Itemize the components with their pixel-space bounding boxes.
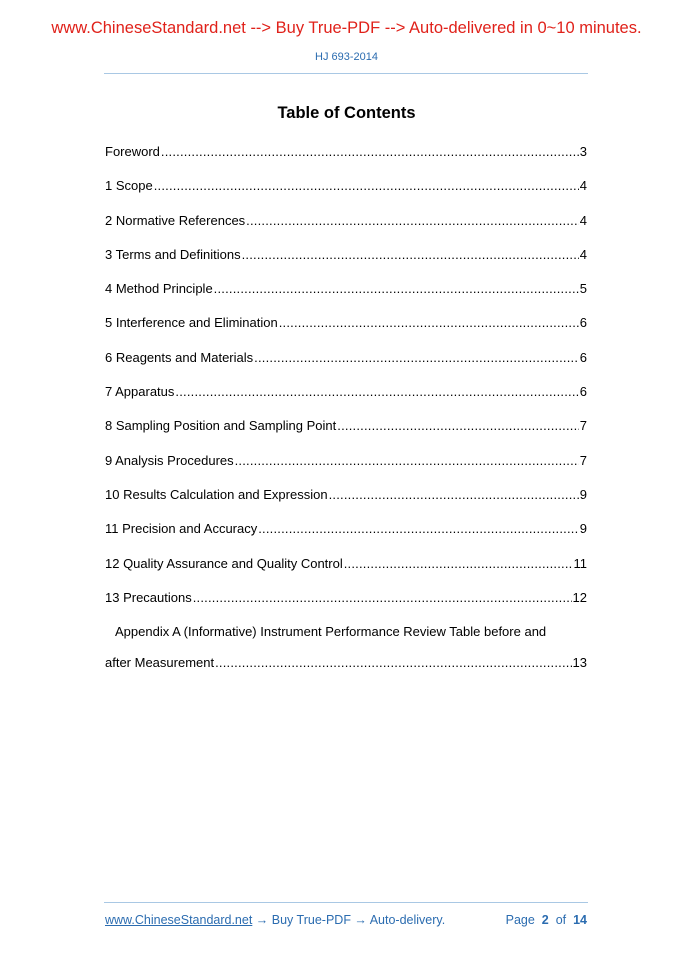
toc-entry-page: 4 xyxy=(579,178,587,194)
toc-entry-label: 9 Analysis Procedures xyxy=(105,452,234,468)
dot-leader xyxy=(193,589,572,607)
toc-entry-page: 7 xyxy=(579,418,587,434)
toc-entry-page: 6 xyxy=(579,315,587,331)
toc-entry-scope[interactable] xyxy=(105,177,587,211)
toc-entry-page: 12 xyxy=(572,589,587,605)
toc-entry-label: 10 Results Calculation and Expression xyxy=(105,486,328,502)
toc-entry-page: 13 xyxy=(572,655,587,671)
dot-leader xyxy=(235,452,579,470)
toc-entry-page: 6 xyxy=(579,384,587,400)
total-pages-number: 14 xyxy=(573,913,587,927)
toc-entry-label: 11 Precision and Accuracy xyxy=(105,521,258,537)
toc-entry-page: 4 xyxy=(579,212,587,228)
dot-leader xyxy=(161,143,579,161)
toc-entry-apparatus[interactable] xyxy=(105,383,587,417)
toc-entry-page: 6 xyxy=(579,349,587,365)
page-word: Page xyxy=(505,913,535,927)
document-code: HJ 693-2014 xyxy=(315,51,378,63)
table-of-contents xyxy=(105,143,587,672)
toc-entry-label: 4 Method Principle xyxy=(105,281,213,297)
toc-entry-normative-references[interactable] xyxy=(105,212,587,246)
toc-entry-page: 9 xyxy=(579,521,587,537)
dot-leader xyxy=(337,417,579,435)
dot-leader xyxy=(246,212,579,230)
dot-leader xyxy=(215,654,571,672)
dot-leader xyxy=(242,246,579,264)
toc-entry-page: 4 xyxy=(579,246,587,262)
toc-entry-sampling-position[interactable] xyxy=(105,417,587,451)
auto-delivery-text: Auto-delivery. xyxy=(369,913,446,927)
toc-entry-results-calculation[interactable] xyxy=(105,486,587,520)
toc-entry-label: 8 Sampling Position and Sampling Point xyxy=(105,418,337,434)
toc-entry-label-continued: after Measurement xyxy=(105,655,215,671)
promo-banner[interactable]: www.ChineseStandard.net --> Buy True-PDF --> Auto-delivered in 0~10 minutes. xyxy=(51,19,642,37)
footer-promo xyxy=(105,912,445,928)
page-title: Table of Contents xyxy=(277,104,416,122)
toc-entry-interference-elimination[interactable] xyxy=(105,314,587,348)
toc-entry-precision-accuracy[interactable] xyxy=(105,520,587,554)
toc-entry-continuation xyxy=(105,654,587,672)
header-divider xyxy=(104,73,588,74)
toc-entry-analysis-procedures[interactable] xyxy=(105,452,587,486)
toc-entry-method-principle[interactable] xyxy=(105,280,587,314)
dot-leader xyxy=(344,555,573,573)
dot-leader xyxy=(254,349,579,367)
toc-entry-appendix-a[interactable] xyxy=(105,623,587,672)
arrow-icon: → xyxy=(350,913,370,927)
toc-entry-label: 1 Scope xyxy=(105,178,153,194)
page-indicator xyxy=(506,912,587,928)
toc-entry-page: 7 xyxy=(579,452,587,468)
toc-entry-page: 9 xyxy=(579,486,587,502)
dot-leader xyxy=(279,314,579,332)
toc-entry-label: 2 Normative References xyxy=(105,212,246,228)
dot-leader xyxy=(154,177,579,195)
toc-entry-foreword[interactable] xyxy=(105,143,587,177)
toc-entry-label: 13 Precautions xyxy=(105,589,192,605)
dot-leader xyxy=(258,520,579,538)
toc-entry-label: Appendix A (Informative) Instrument Performance Review Table before and xyxy=(115,624,547,640)
current-page-number: 2 xyxy=(541,913,549,927)
toc-entry-page: 3 xyxy=(579,144,587,159)
toc-entry-label: Foreword xyxy=(105,144,160,159)
toc-entry-label: 12 Quality Assurance and Quality Control xyxy=(105,555,343,571)
toc-entry-reagents-materials[interactable] xyxy=(105,349,587,383)
footer-divider xyxy=(104,902,588,903)
toc-entry-label: 3 Terms and Definitions xyxy=(105,246,241,262)
dot-leader xyxy=(329,486,579,504)
arrow-icon: → xyxy=(252,913,272,927)
toc-entry-terms-definitions[interactable] xyxy=(105,246,587,280)
buy-pdf-text: Buy True-PDF xyxy=(271,913,351,927)
toc-entry-label: 7 Apparatus xyxy=(105,384,175,400)
toc-entry-precautions[interactable] xyxy=(105,589,587,623)
toc-entry-quality-assurance[interactable] xyxy=(105,555,587,589)
toc-entry-page: 11 xyxy=(573,555,587,571)
of-word: of xyxy=(555,913,567,927)
toc-entry-label: 6 Reagents and Materials xyxy=(105,349,254,365)
website-link[interactable]: www.ChineseStandard.net xyxy=(105,913,253,927)
dot-leader xyxy=(175,383,578,401)
dot-leader xyxy=(214,280,579,298)
toc-entry-label: 5 Interference and Elimination xyxy=(105,315,278,331)
toc-entry-page: 5 xyxy=(579,281,587,297)
